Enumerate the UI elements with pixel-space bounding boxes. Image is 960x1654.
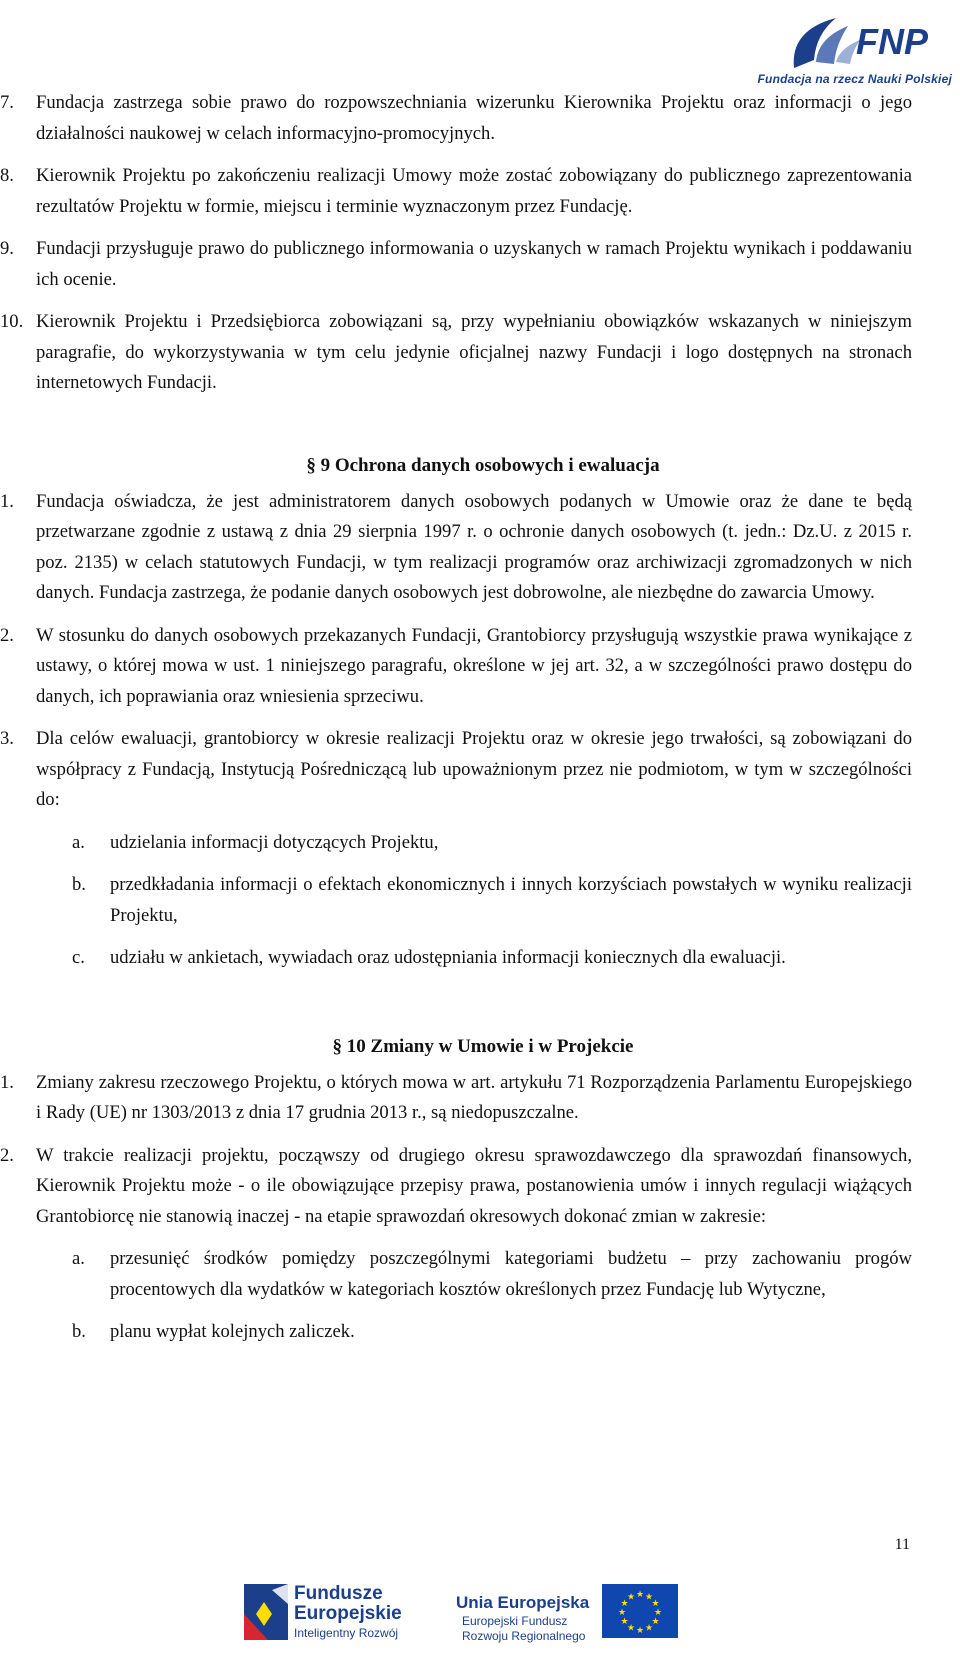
paragraph-text: Fundacji przysługuje prawo do publicznego informowania o uzyskanych w ramach Projektu wynikach i poddawaniu ich ocenie. [36, 238, 912, 290]
paragraph-text: Dla celów ewaluacji, grantobiorcy w okresie realizacji Projektu oraz w okresie jego trwałości, są zobowiązani do współpracy z Fundacją, Instytucją Pośredniczącą lub upoważnionym przez nie podmiotom, w tym w szczególności do: [36, 728, 912, 810]
fnp-logo-caption: Fundacja na rzecz Nauki Polskiej [757, 72, 952, 86]
sub-item-text: udzielania informacji dotyczących Projektu, [110, 831, 439, 853]
svg-text:★: ★ [620, 1599, 629, 1609]
paragraph [0, 724, 912, 816]
fundusze-europejskie-icon [242, 1580, 290, 1646]
svg-text:★: ★ [635, 1626, 645, 1636]
ue-line-1: Unia Europejska [456, 1593, 590, 1612]
fnp-logo-text: FNP [856, 21, 928, 62]
paragraph-text: Fundacja zastrzega sobie prawo do rozpowszechniania wizerunku Kierownika Projektu oraz informacji o jego działalności naukowej w celach informacyjno-promocyjnych. [36, 92, 912, 144]
page-number: 11 [894, 1536, 910, 1553]
paragraph [0, 487, 912, 609]
paragraph-number: 1. [0, 490, 14, 512]
paragraph-number: 3. [0, 728, 14, 749]
svg-text:★: ★ [617, 1608, 627, 1618]
paragraph-number: 7. [0, 92, 14, 113]
paragraph-text: W trakcie realizacji projektu, począwszy od drugiego okresu sprawozdawczego dla sprawozdań finansowych, Kierownik Projektu może - o ile obowiązujące przepisy prawa, postanowienia umów i innych regulacji wiążących Grantobiorcę nie stanowią inaczej - na etapie sprawozdań okresowych dokonać zmian w zakresie: [36, 1144, 912, 1227]
sub-item-letter: b. [72, 874, 86, 895]
paragraph-text: Fundacja oświadcza, że jest administratorem danych osobowych podanych w Umowie oraz że dane te będą przetwarzane zgodnie z ustawą z dnia 29 sierpnia 1997 r. o ochronie danych osobowych (t. jedn.: Dz.U. z 2015 r. poz. 2135) w celach statutowych Fundacji, w tym realizacji programów oraz archiwizacji zgromadzonych w nich danych. Fundacja zastrzega, że podanie danych osobowych jest dobrowolne, ale niezbędne do zawarcia Umowy. [36, 490, 912, 603]
sub-item-letter: a. [72, 831, 85, 853]
paragraph [0, 621, 912, 713]
paragraph [0, 1068, 912, 1129]
sub-item-letter: b. [72, 1321, 86, 1342]
paragraph-number: 2. [0, 1144, 14, 1166]
paragraph-number: 10. [0, 311, 24, 332]
svg-text:★: ★ [653, 1608, 663, 1618]
svg-text:★: ★ [626, 1592, 636, 1603]
sub-item [0, 1317, 912, 1348]
paragraph-text: Zmiany zakresu rzeczowego Projektu, o których mowa w art. artykułu 71 Rozporządzenia Parlamentu Europejskiego i Rady (UE) nr 1303/2013 z dnia 17 grudnia 2013 r., są niedopuszczalne. [36, 1071, 912, 1123]
fe-line-3: Inteligentny Rozwój [294, 1626, 399, 1640]
paragraph-number: 8. [0, 165, 14, 186]
paragraph-text: Kierownik Projektu i Przedsiębiorca zobowiązani są, przy wypełnianiu obowiązków wskazanych w niniejszym paragrafie, do wykorzystywania w tym celu jedynie oficjalnej nazwy Fundacji i logo dostępnych na stronach internetowych Fundacji. [36, 311, 912, 393]
svg-text:★: ★ [644, 1623, 654, 1634]
paragraph-text: Kierownik Projektu po zakończeniu realizacji Umowy może zostać zobowiązany do publicznego zaprezentowania rezultatów Projektu w formie, miejscu i terminie wyznaczonym przez Fundację. [36, 165, 912, 217]
paragraph-number: 2. [0, 624, 14, 646]
sub-item-text: planu wypłat kolejnych zaliczek. [110, 1321, 355, 1342]
svg-text:★: ★ [626, 1623, 636, 1634]
section-heading-9: § 9 Ochrona danych osobowych i ewaluacja [306, 454, 660, 476]
svg-text:★: ★ [651, 1617, 660, 1627]
section-heading-10: § 10 Zmiany w Umowie i w Projekcie [332, 1035, 634, 1057]
sub-item [0, 1244, 912, 1305]
svg-text:★: ★ [644, 1592, 654, 1603]
ue-line-3: Rozwoju Regionalnego [462, 1629, 586, 1643]
sub-item-text: przesunięć środków pomiędzy poszczególnymi kategoriami budżetu – przy zachowaniu progów procentowych dla wydatków w kategoriach kosztów określonych przez Fundację lub Wytyczne, [110, 1248, 912, 1300]
fundusze-europejskie-logo [294, 1584, 402, 1642]
paragraph-number: 1. [0, 1071, 14, 1093]
ue-line-2: Europejski Fundusz [462, 1614, 568, 1628]
paragraph [0, 161, 912, 222]
paragraph [0, 1141, 912, 1233]
svg-text:★: ★ [620, 1617, 629, 1627]
footer-logos [0, 1578, 960, 1654]
document-body [0, 88, 960, 1360]
unia-europejska-logo [456, 1592, 589, 1644]
paragraph-text: W stosunku do danych osobowych przekazanych Fundacji, Grantobiorcy przysługują wszystkie prawa wynikające z ustawy, o której mowa w ust. 1 niniejszego paragrafu, określone w jej art. 32, a w szczególności prawo dostępu do danych, ich poprawiania oraz wniesienia sprzeciwu. [36, 624, 912, 707]
sub-item-letter: a. [72, 1248, 85, 1269]
paragraph [0, 88, 912, 149]
paragraph [0, 234, 912, 295]
eu-flag-icon [602, 1584, 678, 1638]
fe-line-1: Fundusze [294, 1583, 383, 1604]
sub-item [0, 870, 912, 931]
paragraph [0, 307, 912, 399]
sub-item-letter: c. [72, 947, 85, 968]
sub-item [0, 828, 912, 859]
sub-item [0, 943, 912, 974]
sub-item-text: przedkładania informacji o efektach ekonomicznych i innych korzyściach powstałych w wyniku realizacji Projektu, [110, 874, 912, 926]
svg-text:★: ★ [651, 1599, 660, 1609]
sub-item-text: udziału w ankietach, wywiadach oraz udostępniania informacji koniecznych dla ewaluacji. [110, 947, 786, 968]
fe-line-2: Europejskie [294, 1603, 402, 1624]
svg-text:★: ★ [635, 1590, 645, 1600]
paragraph-number: 9. [0, 238, 14, 259]
